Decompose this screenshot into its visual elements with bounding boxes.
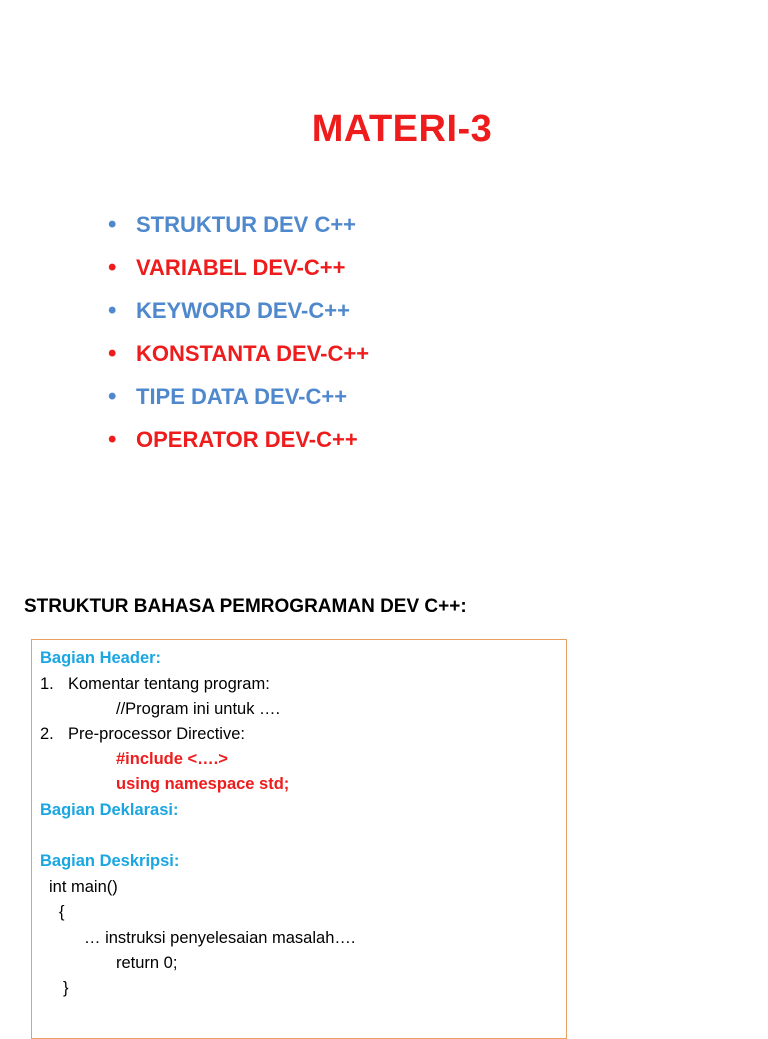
bullet-icon: • (108, 426, 117, 453)
bullet-icon: • (108, 340, 117, 367)
bullet-icon: • (108, 254, 117, 281)
topic-item (108, 422, 369, 465)
header-section-label: Bagian Header: (40, 649, 162, 667)
list-text: Pre-processor Directive: (68, 725, 245, 743)
bullet-icon: • (108, 383, 117, 410)
list-item (40, 674, 270, 694)
list-text: Komentar tentang program: (68, 675, 270, 693)
return-line: return 0; (116, 954, 178, 972)
comment-code-line: //Program ini untuk …. (116, 700, 281, 718)
topic-label: KEYWORD DEV-C++ (136, 298, 350, 323)
bullet-icon: • (108, 211, 117, 238)
close-brace-line: } (63, 979, 69, 997)
topic-label: STRUKTUR DEV C++ (136, 212, 357, 237)
open-brace-line: { (59, 903, 65, 921)
topic-item (108, 250, 369, 293)
include-code-line: #include <….> (116, 750, 228, 768)
topic-item (108, 379, 369, 422)
list-number: 2. (40, 725, 54, 743)
topic-item (108, 293, 369, 336)
slide-title: MATERI-3 (311, 108, 493, 150)
topic-label: KONSTANTA DEV-C++ (136, 341, 370, 366)
topic-label: OPERATOR DEV-C++ (136, 427, 358, 452)
main-function-line: int main() (49, 878, 118, 896)
list-number: 1. (40, 675, 54, 693)
section-heading: STRUKTUR BAHASA PEMROGRAMAN DEV C++: (24, 596, 467, 617)
topic-item (108, 336, 369, 379)
topic-label: VARIABEL DEV-C++ (136, 255, 346, 280)
topic-label: TIPE DATA DEV-C++ (136, 384, 348, 409)
description-section-label: Bagian Deskripsi: (40, 852, 180, 870)
code-structure-box (31, 639, 567, 1039)
topic-list (108, 207, 369, 465)
instruction-line: … instruksi penyelesaian masalah…. (84, 929, 356, 947)
list-item (40, 724, 245, 744)
topic-item (108, 207, 369, 250)
declaration-section-label: Bagian Deklarasi: (40, 801, 179, 819)
namespace-code-line: using namespace std; (116, 775, 290, 793)
bullet-icon: • (108, 297, 117, 324)
